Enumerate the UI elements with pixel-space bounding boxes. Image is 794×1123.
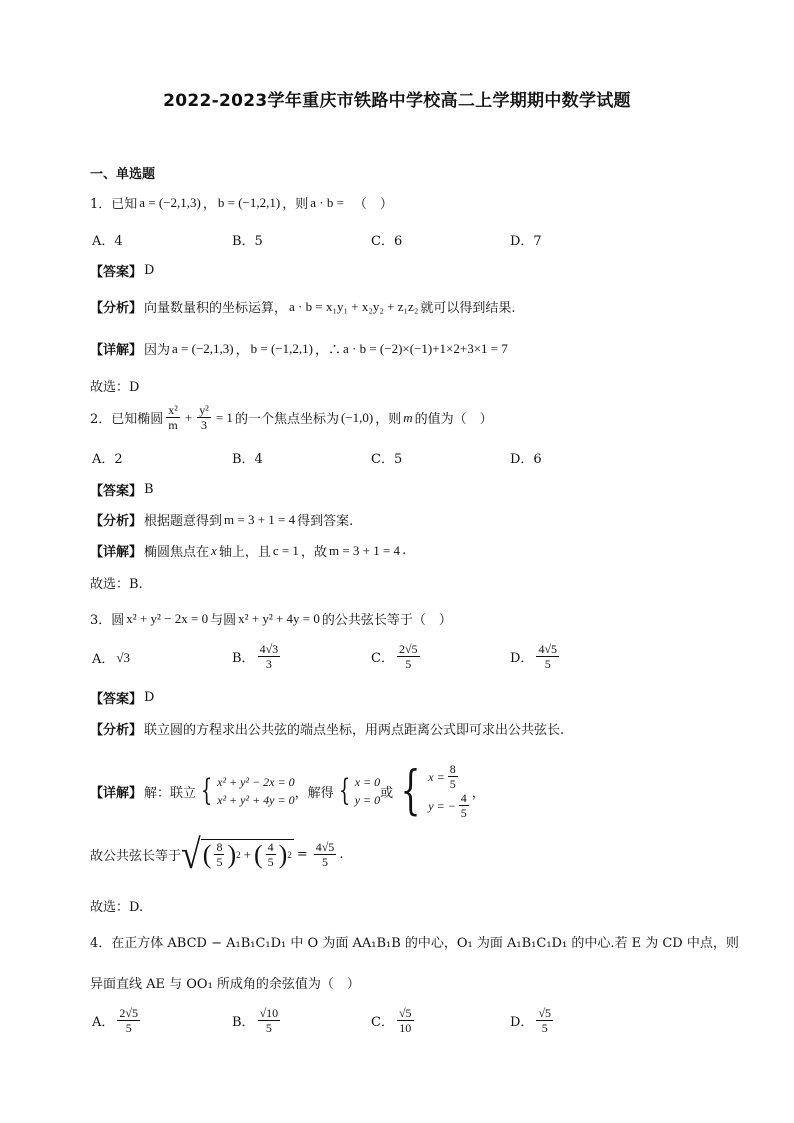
q3-circle-2: x² + y² + 4y = 0 — [238, 610, 320, 626]
answer-label: 【答案】 — [90, 484, 143, 499]
left-paren-icon: ( — [202, 839, 212, 869]
q3-answer-value: D — [144, 690, 155, 705]
q1-answer — [90, 261, 154, 280]
q1-detail-therefore: ，∴ — [314, 343, 341, 358]
q1-analysis — [90, 297, 516, 316]
q3-length-result-num: 4√5 — [315, 839, 335, 854]
q1-choice: 故选：D — [90, 380, 140, 395]
q2-analysis-tail: 得到答案. — [297, 514, 354, 529]
q2-fraction-y-num: y² — [199, 403, 209, 417]
q2-option-b: B．4 — [232, 452, 263, 467]
analysis-label: 【分析】 — [90, 301, 143, 316]
q1-stem-prefix: 1．已知 — [90, 197, 138, 212]
q1-option-b: B．5 — [232, 234, 263, 249]
q4-option-a-label: A． — [92, 1015, 115, 1030]
q3-option-d-label: D． — [510, 651, 534, 666]
question-1-stem — [90, 193, 393, 212]
q3-system-3-y-num: 4 — [460, 791, 467, 805]
q3-option-c-den: 5 — [405, 657, 412, 671]
q2-stem-mid2: ，则 — [375, 412, 402, 427]
q1-analysis-formula: a · b = x₁y₁ + x₂y₂ + z₁z₂ — [289, 298, 419, 314]
square-icon: 2 — [287, 849, 292, 860]
q4-option-d-den: 5 — [541, 1021, 548, 1035]
q1-separator: ， — [202, 197, 216, 212]
q2-option-c: C．5 — [371, 452, 403, 467]
q2-fraction-x-num: x² — [168, 403, 178, 417]
q2-answer — [90, 480, 154, 499]
q3-system-3-eq1 — [428, 762, 472, 791]
q2-detail-mid2: ，故 — [300, 545, 327, 560]
q3-choice: 故选：D. — [90, 900, 144, 915]
equals-icon: = — [296, 846, 308, 862]
radical-icon: √ — [181, 831, 201, 877]
q2-choice: 故选：B. — [90, 577, 143, 592]
q4-option-b-den: 5 — [265, 1021, 272, 1035]
q3-length-result — [314, 840, 337, 869]
q3-option-c-num: 2√5 — [398, 642, 418, 656]
q1-analysis-tail: 就可以得到结果. — [420, 301, 516, 316]
detail-label: 【详解】 — [90, 343, 143, 358]
q3-detail-mid: ，解得 — [294, 785, 334, 801]
question-4-stem-line-2: 异面直线 AE 与 OO₁ 所成角的余弦值为（ ） — [90, 977, 360, 992]
detail-label: 【详解】 — [90, 545, 143, 560]
q4-option-d-num: √5 — [538, 1006, 552, 1020]
q2-equals: = 1 — [215, 409, 233, 425]
q4-option-c-num: √5 — [398, 1006, 412, 1020]
q2-detail-x: x — [211, 542, 217, 558]
question-4-stem-line-1: 4．在正方体 ABCD − A₁B₁C₁D₁ 中 O 为面 AA₁B₁B 的中心，O₁ 为面 A₁B₁C₁D₁ 的中心.若 E 为 CD 中点，则 — [90, 936, 739, 951]
q2-detail-tail: . — [402, 543, 407, 558]
q2-detail — [90, 541, 406, 560]
answer-label: 【答案】 — [90, 265, 143, 280]
q3-circle-1: x² + y² − 2x = 0 — [126, 610, 209, 626]
analysis-label: 【分析】 — [90, 723, 143, 738]
q4-option-a-num: 2√5 — [119, 1006, 138, 1020]
q4-option-b — [232, 1006, 283, 1035]
q3-system-3-y-den: 5 — [460, 806, 467, 820]
q3-length-radicand — [201, 839, 294, 869]
square-icon: 2 — [236, 849, 241, 860]
q2-detail-m: m = 3 + 1 = 4 — [328, 542, 401, 558]
q3-system-3-y-fraction — [459, 791, 469, 820]
q3-system-3-y: y = − — [428, 798, 456, 813]
q3-system-2 — [355, 773, 380, 809]
q4-option-b-num: √10 — [259, 1006, 279, 1020]
q1-detail-vector-b: b = (−1,2,1) — [250, 340, 313, 356]
q2-analysis — [90, 510, 353, 529]
right-paren-icon: ) — [278, 839, 288, 869]
q3-option-b-fraction — [258, 642, 281, 671]
q1-stem-mid: ，则 — [282, 197, 309, 212]
q3-brace-1: { — [200, 773, 213, 808]
q1-detail-calculation: a · b = (−2)×(−1)+1×2+3×1 = 7 — [342, 340, 508, 356]
q2-focus: (−1,0) — [340, 409, 374, 425]
q3-option-a — [92, 648, 132, 667]
q1-detail — [90, 339, 510, 358]
q2-stem-tail: 的值为（ ） — [414, 412, 493, 427]
q1-detail-vector-a: a = (−2,1,3) — [172, 340, 234, 356]
q2-m: m — [403, 409, 413, 425]
q3-system-2-eq1: x = 0 — [354, 775, 381, 789]
q3-option-a-label: A． — [92, 652, 115, 667]
q1-vector-b: b = (−1,2,1) — [217, 194, 281, 210]
q2-plus: + — [184, 409, 193, 425]
plus-icon: + — [243, 846, 251, 862]
q3-system-3-x-num: 8 — [449, 762, 456, 776]
q1-vector-a: a = (−2,1,3) — [139, 194, 201, 210]
q3-length-fraction-1 — [214, 840, 224, 869]
q3-stem-tail: 的公共弦长等于（ ） — [321, 613, 452, 628]
q3-option-d — [510, 642, 562, 671]
q3-system-3-x: x = — [428, 769, 445, 784]
q4-option-c — [371, 1006, 417, 1035]
q1-option-a: A．4 — [92, 234, 123, 249]
q3-option-a-value: √3 — [116, 649, 131, 665]
q3-option-b — [232, 642, 283, 671]
q4-option-d-fraction — [536, 1006, 553, 1035]
q2-analysis-formula: m = 3 + 1 = 4 — [224, 511, 296, 527]
q3-system-3-x-den: 5 — [449, 777, 456, 791]
q1-dot-expression: a · b = — [310, 194, 344, 210]
q4-option-c-label: C． — [371, 1015, 394, 1030]
q4-option-a-den: 5 — [125, 1021, 132, 1035]
q1-answer-value: D — [144, 263, 155, 278]
q3-option-b-num: 4√3 — [259, 642, 279, 656]
q1-stem-tail: （ ） — [353, 197, 393, 212]
q3-detail-end: ， — [471, 785, 485, 801]
q4-option-a-fraction — [117, 1006, 140, 1035]
q3-system-2-eq2: y = 0 — [354, 793, 381, 807]
q2-detail-prefix: 椭圆焦点在 — [144, 545, 210, 560]
q2-fraction-x — [166, 403, 180, 432]
q3-detail-prefix: 解：联立 — [144, 785, 197, 801]
q3-length-f2-den: 5 — [267, 855, 274, 869]
q1-option-c: C．6 — [371, 234, 403, 249]
q3-option-c-fraction — [397, 642, 420, 671]
q3-system-3 — [428, 762, 472, 820]
page-title: 2022-2023学年重庆市铁路中学校高二上学期期中数学试题 — [163, 91, 631, 111]
q2-fraction-y — [197, 403, 211, 432]
q3-option-d-fraction — [536, 642, 559, 671]
q2-stem-mid: 的一个焦点坐标为 — [234, 412, 339, 427]
q3-option-b-den: 3 — [265, 657, 272, 671]
q3-length-fraction-2 — [266, 840, 276, 869]
left-paren-icon: ( — [253, 839, 263, 869]
q4-option-d-label: D． — [510, 1015, 534, 1030]
q1-detail-separator: ， — [235, 343, 249, 358]
q3-system-3-x-fraction — [448, 762, 458, 791]
q3-length-f1-den: 5 — [216, 855, 223, 869]
analysis-label: 【分析】 — [90, 514, 143, 529]
q3-system-1-eq2: x² + y² + 4y = 0 — [217, 793, 295, 807]
section-heading: 一、单选题 — [90, 167, 156, 182]
q2-detail-mid: 轴上，且 — [218, 545, 271, 560]
question-3-stem — [90, 609, 452, 628]
q3-brace-3: { — [400, 761, 421, 821]
q4-option-d — [510, 1006, 556, 1035]
q1-detail-prefix: 因为 — [144, 343, 171, 358]
q3-answer — [90, 688, 154, 707]
q3-length-f1-num: 8 — [216, 840, 223, 854]
question-2-stem — [90, 403, 493, 432]
q3-system-1 — [217, 773, 294, 809]
detail-label: 【详解】 — [90, 785, 143, 801]
q3-length-result-den: 5 — [322, 854, 329, 869]
q3-stem-mid: 与圆 — [210, 613, 237, 628]
q3-length-sqrt — [181, 831, 294, 877]
q3-or: 或 — [380, 785, 394, 801]
q3-detail — [90, 762, 485, 820]
q2-fraction-y-den: 3 — [201, 418, 208, 432]
q4-option-c-den: 10 — [399, 1021, 412, 1035]
q4-option-b-fraction — [258, 1006, 281, 1035]
q3-option-d-den: 5 — [544, 657, 551, 671]
q2-analysis-text: 根据题意得到 — [144, 514, 223, 529]
q3-analysis — [90, 719, 564, 738]
right-paren-icon: ) — [227, 839, 237, 869]
q2-detail-c: c = 1 — [272, 542, 299, 558]
q3-option-d-num: 4√5 — [538, 642, 558, 656]
q3-option-b-label: B． — [232, 651, 255, 666]
q3-option-c — [371, 642, 423, 671]
q2-fraction-x-den: m — [168, 418, 178, 432]
q3-system-1-eq1: x² + y² − 2x = 0 — [217, 775, 295, 789]
q2-stem-prefix: 2．已知椭圆 — [90, 412, 164, 427]
q2-option-a: A．2 — [92, 452, 123, 467]
q1-option-d: D．7 — [510, 234, 542, 249]
q3-length-prefix: 故公共弦长等于 — [90, 848, 182, 864]
q3-brace-2: { — [338, 773, 350, 808]
q3-stem-prefix: 3．圆 — [90, 613, 125, 628]
q3-length-f2-num: 4 — [267, 840, 274, 854]
q4-option-b-label: B． — [232, 1015, 255, 1030]
q3-option-c-label: C． — [371, 651, 394, 666]
q2-option-d: D．6 — [510, 452, 542, 467]
q3-length-tail: . — [339, 846, 344, 862]
q3-system-3-eq2 — [428, 791, 472, 820]
q4-option-a — [92, 1006, 143, 1035]
q3-analysis-text: 联立圆的方程求出公共弦的端点坐标，用两点距离公式即可求出公共弦长. — [144, 723, 565, 738]
q2-answer-value: B — [144, 482, 154, 497]
q3-length-line — [90, 831, 344, 877]
q1-analysis-text: 向量数量积的坐标运算， — [144, 301, 288, 316]
q4-option-c-fraction — [397, 1006, 414, 1035]
answer-label: 【答案】 — [90, 692, 143, 707]
